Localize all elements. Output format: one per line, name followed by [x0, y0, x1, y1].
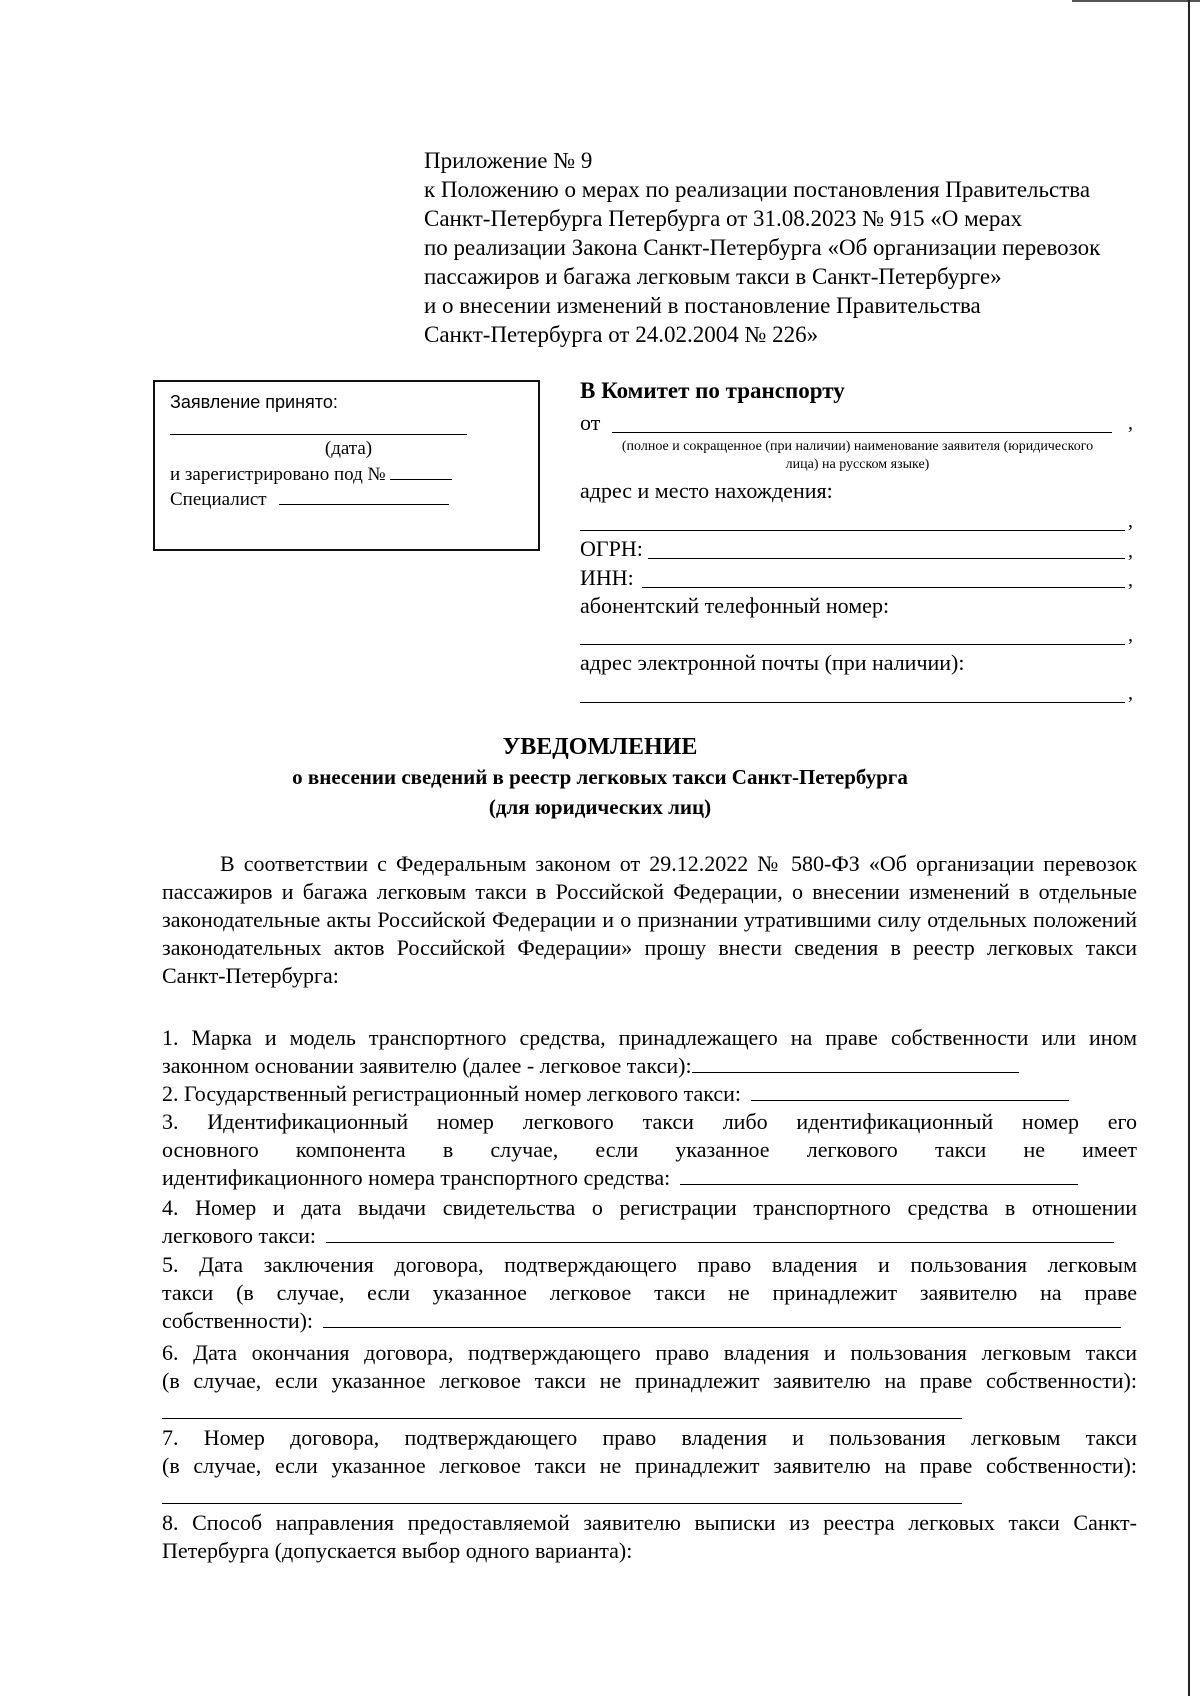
item-5: [162, 1251, 1137, 1335]
item-line: 2. Государственный регистрационный номер легкового такси:: [162, 1081, 742, 1106]
applicant-name-line: [612, 432, 1112, 433]
notice-subtitle: о внесении сведений в реестр легковых такси Санкт-Петербурга: [292, 765, 908, 789]
stamp-specialist-row: [170, 488, 449, 511]
item-1: [162, 1024, 1137, 1080]
stamp-date-label: (дата): [324, 438, 373, 459]
item-line: легкового такси:: [162, 1223, 316, 1248]
header-line: Приложение № 9: [424, 148, 593, 173]
header-line: Санкт-Петербурга Петербурга от 31.08.2023 № 915 «О мерах: [424, 206, 1023, 231]
certificate-line: [326, 1224, 1114, 1243]
inn-line: [642, 587, 1125, 588]
inn-label: ИНН:: [580, 565, 634, 590]
item-line: 1. Марка и модель транспортного средства, принадлежащего на праве собственности или ином: [162, 1025, 1137, 1050]
contract-end-date-line: [162, 1418, 962, 1419]
applicant-name-hint: [580, 438, 1135, 474]
comma: ,: [1128, 540, 1133, 562]
address-line: [580, 530, 1125, 531]
hint-line: (полное и сокращенное (при наличии) наименование заявителя (юридического: [621, 439, 1094, 454]
stamp-accepted-label: Заявление принято:: [170, 392, 338, 412]
hint-line: лица) на русском языке): [785, 457, 930, 472]
item-line: 8. Способ направления предоставляемой заявителю выписки из реестра легковых такси Санкт-: [162, 1510, 1137, 1535]
item-line: Петербурга (допускается выбор одного варианта):: [162, 1538, 633, 1563]
comma: ,: [1128, 510, 1133, 532]
item-line: такси (в случае, если указанное легковое такси не принадлежит заявителю на праве: [162, 1280, 1137, 1305]
item-line: 4. Номер и дата выдачи свидетельства о регистрации транспортного средства в отношении: [162, 1195, 1137, 1220]
page-edge-top: [1072, 0, 1200, 2]
from-row: [580, 410, 1135, 434]
stamp-specialist-line: [279, 488, 449, 505]
phone-line: [580, 644, 1125, 645]
item-line: законном основании заявителю (далее - легковое такси):: [162, 1053, 692, 1078]
header-line: к Положению о мерах по реализации постановления Правительства: [424, 177, 1091, 202]
stamp-registered-label: и зарегистрировано под №: [170, 464, 386, 485]
appendix-header: [424, 146, 1144, 349]
item-line: 5. Дата заключения договора, подтверждающего право владения и пользования легковым: [162, 1252, 1137, 1277]
stamp-number-line: [390, 463, 452, 480]
from-label: от: [580, 410, 601, 435]
notice-title: УВЕДОМЛЕНИЕ: [502, 734, 698, 760]
phone-label: абонентский телефонный номер:: [580, 593, 890, 618]
item-8: [162, 1509, 1137, 1565]
item-2: [162, 1080, 1137, 1108]
ogrn-label: ОГРН:: [580, 536, 643, 561]
stamp-registered-row: [170, 463, 452, 486]
email-label: адрес электронной почты (при наличии):: [580, 650, 965, 675]
item-4: [162, 1194, 1137, 1250]
intro-paragraph: В соответствии с Федеральным законом от 29.12.2022 № 580-ФЗ «Об организации перевозок пассажиров и багажа легковым такси в Российской Федерации, о внесении изменений в отдельные законодательные акты Российской Федерации и о признании утратившими силу отдельных положений законодательных актов Российской Федерации» прошу внести сведения в реестр легковых такси Санкт-Петербурга:: [162, 851, 1137, 988]
item-line-with-field: [162, 1307, 1137, 1335]
comma: ,: [1128, 412, 1133, 434]
comma: ,: [1128, 569, 1133, 591]
header-line: по реализации Закона Санкт-Петербурга «Об организации перевозок: [424, 235, 1101, 260]
item-line: 3. Идентификационный номер легкового такси либо идентификационный номер его: [162, 1109, 1137, 1134]
comma: ,: [1128, 682, 1133, 704]
ogrn-line: [648, 558, 1125, 559]
item-6: [162, 1339, 1137, 1395]
header-line: и о внесении изменений в постановление Правительства: [424, 293, 981, 318]
item-line-with-field: [162, 1222, 1137, 1250]
comma: ,: [1128, 624, 1133, 646]
vehicle-make-model-line: [692, 1054, 1019, 1073]
item-3: [162, 1108, 1137, 1192]
registration-number-line: [751, 1082, 1069, 1101]
stamp-date-line: [170, 434, 467, 435]
item-line: (в случае, если указанное легковое такси не принадлежит заявителю на праве собственности):: [162, 1368, 1137, 1393]
item-line-with-field: [162, 1164, 1137, 1192]
vin-line: [680, 1166, 1078, 1185]
contract-start-date-line: [323, 1309, 1121, 1328]
item-line: идентификационного номера транспортного средства:: [162, 1165, 671, 1190]
address-label: адрес и место нахождения:: [580, 478, 833, 503]
page-edge-right: [1188, 0, 1190, 1696]
registration-stamp-box: [153, 380, 540, 551]
notice-subtitle-legal-entities: (для юридических лиц): [488, 795, 712, 819]
item-line: основного компонента в случае, если указанное легкового такси не имеет: [162, 1137, 1137, 1162]
item-line-with-field: [162, 1052, 1137, 1080]
header-line: Санкт-Петербурга от 24.02.2004 № 226»: [424, 322, 819, 347]
item-line: 6. Дата окончания договора, подтверждающего право владения и пользования легковым такси: [162, 1340, 1137, 1365]
stamp-specialist-label: Специалист: [170, 489, 267, 510]
recipient-title: В Комитет по транспорту: [580, 378, 845, 403]
item-7: [162, 1424, 1137, 1480]
contract-number-line: [162, 1503, 962, 1504]
item-line: собственности):: [162, 1308, 314, 1333]
item-line: 7. Номер договора, подтверждающего право владения и пользования легковым такси: [162, 1425, 1137, 1450]
email-line: [580, 702, 1125, 703]
item-line: (в случае, если указанное легковое такси не принадлежит заявителю на праве собственности):: [162, 1453, 1137, 1478]
header-line: пассажиров и багажа легковым такси в Санкт-Петербурге»: [424, 264, 1002, 289]
